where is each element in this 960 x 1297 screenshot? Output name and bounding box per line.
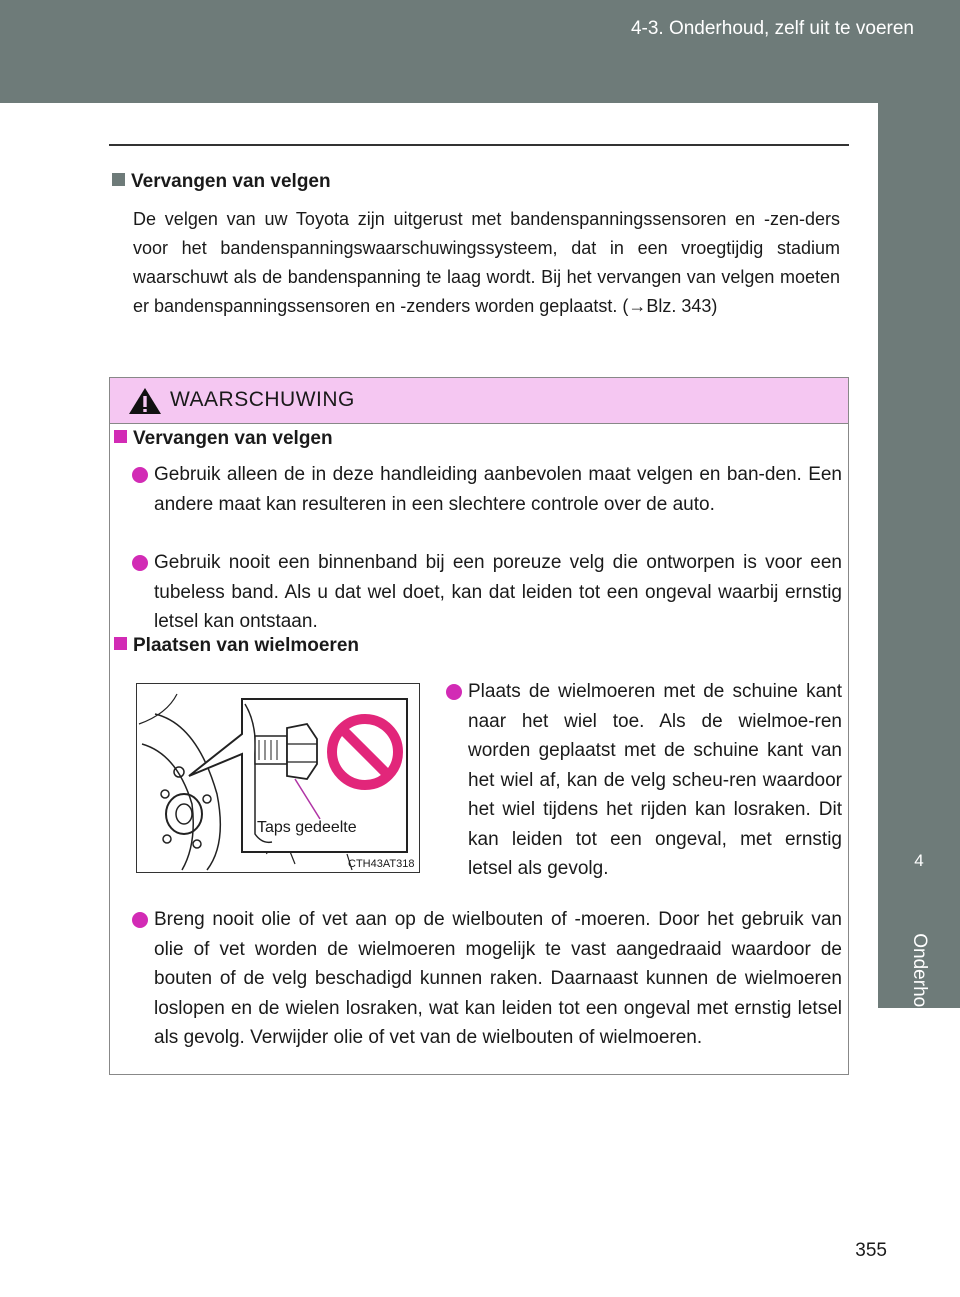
square-bullet-icon bbox=[112, 173, 125, 186]
warning-bullet: Plaats de wielmoeren met de schuine kant naar het wiel toe. Als de wielmoe-ren worden geplaatst met de schuine kant van het wiel af, kan de velg scheu-ren waardoor het wiel tijdens het rijden kan losraken. Dit kan leiden tot een ongeval, met ernstig letsel als gevolg. bbox=[446, 677, 842, 884]
warning-bullet: Gebruik nooit een binnenband bij een poreuze velg die ontworpen is voor een tubeless band. Als u dat wel doet, kan dat leiden tot een ongeval waarbij ernstig letsel kan ontstaan. bbox=[132, 548, 842, 637]
wheel-hub-drawing bbox=[137, 684, 419, 872]
warning-triangle-icon bbox=[128, 387, 162, 415]
top-rule bbox=[109, 144, 849, 146]
warning-bullet: Breng nooit olie of vet aan op de wielbouten of -moeren. Door het gebruik van olie of vet worden de wielmoeren mogelijk te vast aangedraaid waardoor de bouten of de velg beschadigd kunnen raken. Daarnaast kunnen de wielmoeren loslopen en de wielen losraken, wat kan leiden tot een ongeval met ernstig letsel als gevolg. Verwijder olie of vet van de wielbouten of wielmoeren. bbox=[132, 905, 842, 1053]
intro-paragraph: De velgen van uw Toyota zijn uitgerust met bandenspanningssensoren en -zen-ders voor het bandenspanningswaarschuwingssysteem, dat in een vroegtijdig stadium waarschuwt als de bandenspanning te laag wordt. Bij het vervangen van velgen moeten er bandenspanningssensoren en -zenders worden geplaatst. (→Blz. 343) bbox=[133, 209, 840, 316]
square-bullet-icon bbox=[114, 637, 127, 650]
bullet-dot-icon bbox=[446, 684, 462, 700]
bullet-dot-icon bbox=[132, 555, 148, 571]
bullet-dot-icon bbox=[132, 912, 148, 928]
figure-code: CTH43AT318 bbox=[348, 858, 415, 870]
warning-title: WAARSCHUWING bbox=[170, 388, 355, 411]
wheel-nut-illustration bbox=[136, 683, 420, 873]
square-bullet-icon bbox=[114, 430, 127, 443]
figure-callout-label: Taps gedeelte bbox=[257, 819, 357, 836]
warning-box bbox=[109, 377, 849, 1075]
warning-bullet: Gebruik alleen de in deze handleiding aanbevolen maat velgen en ban-den. Een andere maat kan resulteren in een slechtere controle over de auto. bbox=[132, 460, 842, 519]
warning-header bbox=[110, 378, 848, 424]
section-title: 4-3. Onderhoud, zelf uit te voeren bbox=[630, 18, 914, 39]
chapter-title: Onderhoud en verzorging bbox=[909, 933, 930, 1149]
warning-subheading-wheels: Vervangen van velgen bbox=[114, 428, 333, 450]
bullet-dot-icon bbox=[132, 467, 148, 483]
chapter-number: 4 bbox=[914, 851, 924, 870]
intro-heading: Vervangen van velgen bbox=[112, 171, 331, 193]
page-number: 355 bbox=[855, 1240, 887, 1261]
warning-subheading-nuts: Plaatsen van wielmoeren bbox=[114, 635, 359, 657]
chapter-side-tab-text bbox=[878, 0, 960, 1297]
page-header-bar bbox=[0, 0, 960, 103]
